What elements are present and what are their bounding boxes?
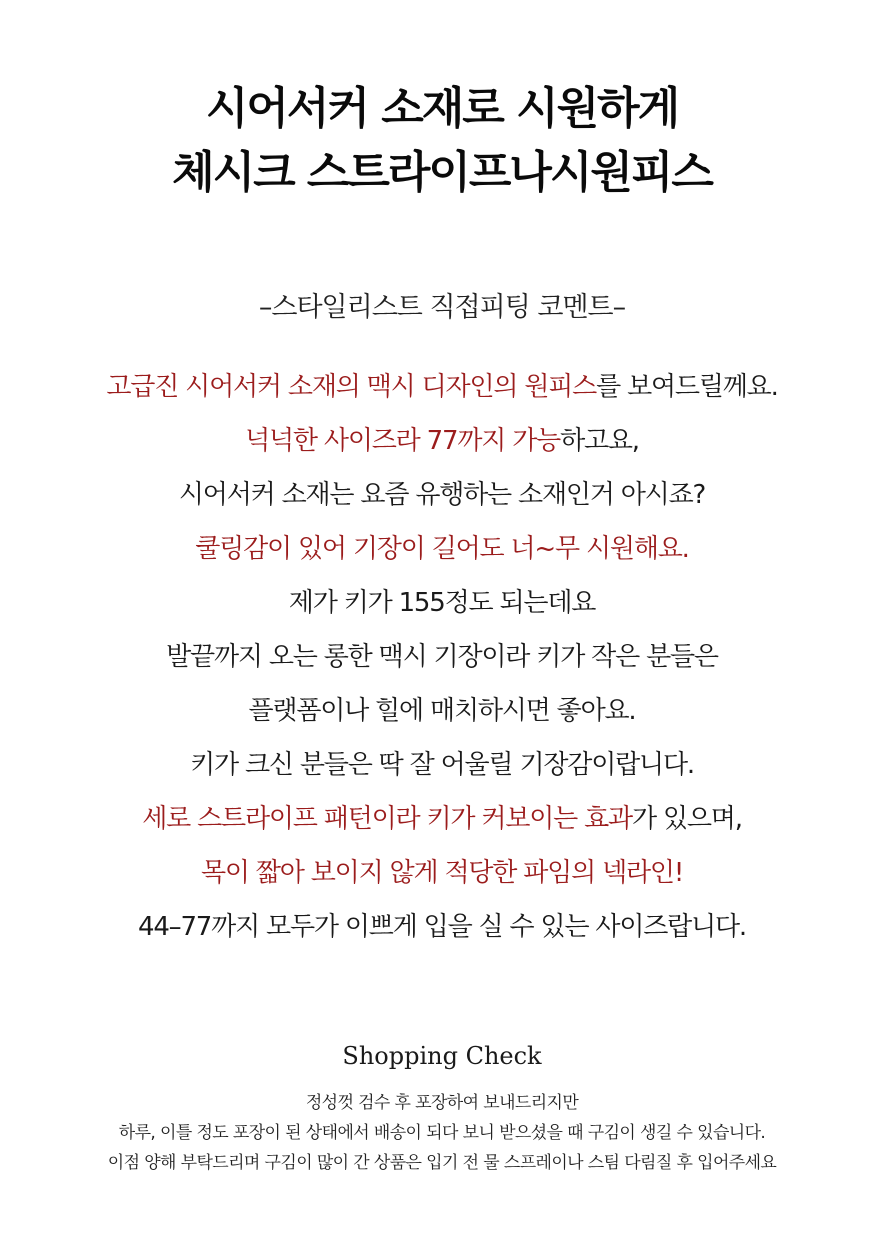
comment-text: 발끝까지 오는 롱한 맥시 기장이라 키가 작은 분들은	[166, 642, 718, 672]
comment-text: 제가 키가 155정도 되는데요	[288, 588, 596, 618]
comment-text: 하고요,	[560, 426, 639, 456]
shopping-check-line: 이점 양해 부탁드리며 구김이 많이 간 상품은 입기 전 물 스프레이나 스팀 다림질 후 입어주세요	[107, 1153, 777, 1173]
comment-line	[0, 684, 884, 738]
comment-line	[0, 900, 884, 954]
comment-line	[0, 414, 884, 468]
comment-line	[0, 360, 884, 414]
comment-text: 플랫폼이나 힐에 매치하시면 좋아요.	[248, 696, 636, 726]
shopping-check-title: Shopping Check	[342, 1042, 542, 1070]
comment-text: 44–77까지 모두가 이쁘게 입을 실 수 있는 사이즈랍니다.	[137, 912, 746, 942]
shopping-check-line: 하루, 이틀 정도 포장이 된 상태에서 배송이 되다 보니 받으셨을 때 구김이 생길 수 있습니다.	[118, 1123, 766, 1143]
shopping-check-notes	[0, 1088, 884, 1178]
comment-line	[0, 792, 884, 846]
stylist-comment-block	[0, 360, 884, 954]
highlighted-text: 세로 스트라이프 패턴이라 키가 커보이는 효과	[142, 804, 632, 834]
highlighted-text: 쿨링감이 있어 기장이 길어도 너~무 시원해요.	[195, 534, 689, 564]
comment-text: 가 있으며,	[631, 804, 742, 834]
highlighted-text: 고급진 시어서커 소재의 맥시 디자인의 원피스	[106, 372, 597, 402]
highlighted-text: 넉넉한 사이즈라 77까지 가능	[245, 426, 561, 456]
comment-line	[0, 576, 884, 630]
comment-line	[0, 468, 884, 522]
stylist-comment-title: –스타일리스트 직접피팅 코멘트–	[258, 292, 626, 323]
highlighted-text: 목이 짧아 보이지 않게 적당한 파임의 넥라인!	[200, 858, 684, 888]
comment-line	[0, 846, 884, 900]
shopping-check-line: 정성껏 검수 후 포장하여 보내드리지만	[305, 1093, 579, 1113]
comment-text: 를 보여드릴께요.	[596, 372, 778, 402]
comment-line	[0, 630, 884, 684]
headline-line-2: 체시크 스트라이프나시원피스	[172, 147, 712, 198]
comment-line	[0, 522, 884, 576]
comment-text: 키가 크신 분들은 딱 잘 어울릴 기장감이랍니다.	[190, 750, 694, 780]
headline-line-1: 시어서커 소재로 시원하게	[205, 83, 679, 134]
comment-text: 시어서커 소재는 요즘 유행하는 소재인거 아시죠?	[178, 480, 706, 510]
comment-line	[0, 738, 884, 792]
